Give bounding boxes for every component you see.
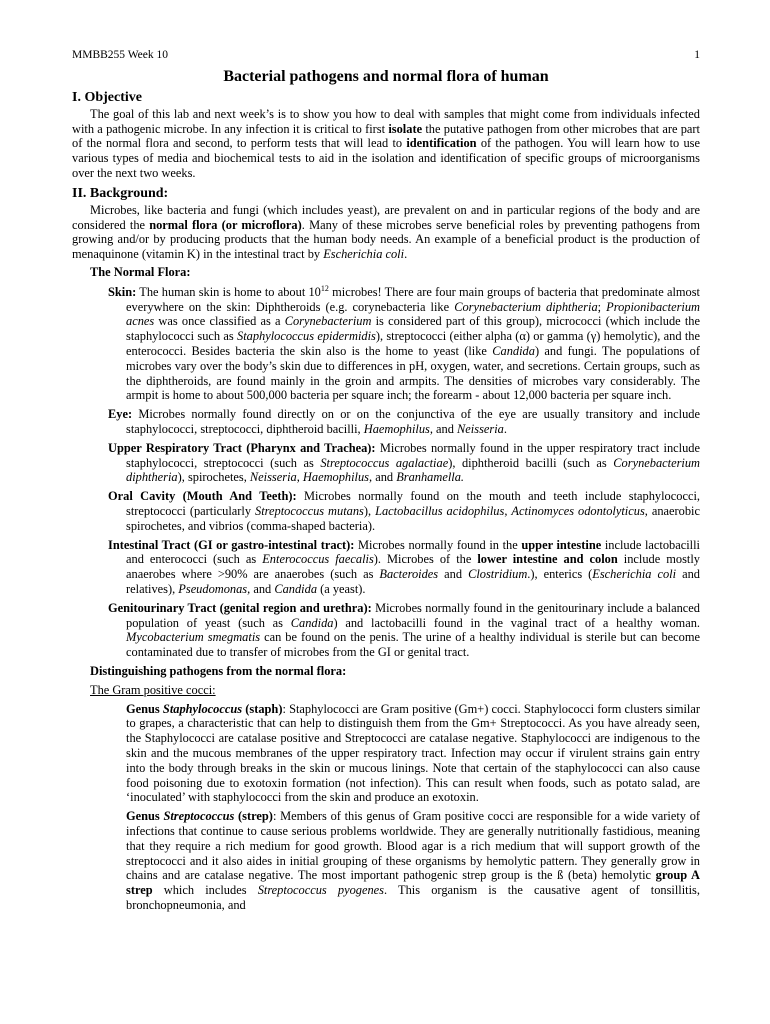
staphylococcus-paragraph: Genus Staphylococcus (staph): Staphylococci are Gram positive (Gm+) cocci. Staphylococci form clusters similar to grapes, a characteristic that can help to distinguish them from the Gm+ Streptococci. As you have already seen, the Staphylococci are catalase positive and Streptococci are catalase negative. Staphylococci are indigenous to the skin and the mucous membranes of the upper respiratory tract. Infection may occur if virulent strains gain entry into the body through breaks in the skin or mucous linings. Note that certain of the staphylococci can also cause food poisoning due to exotoxin formation (not infection). This can result when foods, such as potato salad, are ‘inoculated’ with staphylococci from the skin and produce an exotoxin.	[126, 701, 700, 805]
upper-respiratory-entry: Upper Respiratory Tract (Pharynx and Trachea): Microbes normally found in the upper respiratory tract include staphylococci, streptococci (such as Streptococcus agalactiae), diphtheroid bacilli (such as Corynebacterium diphtheria), spirochetes, Neisseria, Haemophilus, and Branhamella.	[108, 440, 700, 485]
objective-heading: I. Objective	[72, 89, 142, 105]
gram-positive-cocci-subheading: The Gram positive cocci:	[90, 682, 216, 697]
genitourinary-entry: Genitourinary Tract (genital region and urethra): Microbes normally found in the genitourinary include a balanced population of yeast (such as Candida) and lactobacilli found in the vaginal tract of a healthy woman. Mycobacterium smegmatis can be found on the penis. The urine of a healthy individual is sterile but can become contaminated due to transfer of microbes from the GI or genital tract.	[108, 600, 700, 660]
document-page	[72, 48, 700, 913]
objective-paragraph: The goal of this lab and next week’s is to show you how to deal with samples that might come from individuals infected with a pathogenic microbe. In any infection it is critical to first isolate the putative pathogen from other microbes that are part of the normal flora and second, to perform tests that will lead to identification of the pathogen. You will learn how to use various types of media and biochemical tests to aid in the isolation and identification of specific groups of microorganisms over the next two weeks.	[72, 106, 700, 180]
running-header	[72, 48, 700, 63]
normal-flora-heading: The Normal Flora:	[90, 264, 191, 279]
distinguishing-heading: Distinguishing pathogens from the normal flora:	[90, 664, 347, 679]
skin-entry: Skin: The human skin is home to about $10^{12}$ microbes! There are four main groups of bacteria that predominate almost everywhere on the skin: Diphtheroids (e.g. corynebacteria like Corynebacterium diphtheria; Propionibacterium acnes was once classified as a Corynebacterium is considered part of this group), micrococci (which include the staphylococci such as Staphylococcus epidermidis), streptococci (either alpha (α) or gamma (γ) hemolytic), and the enterococci. Besides bacteria the skin also is the home to yeast (like Candida) and fungi. The populations of microbes vary over the body’s skin due to differences in pH, oxygen, water, and secretions. Certain groups, such as the diphtheroids, are found mainly in the groin and armpits. The densities of microbes vary considerably. The armpit is home to about 500,000 bacteria per square inch; the forearm - about 12,000 bacteria per square inch.	[108, 283, 700, 403]
background-heading: II. Background:	[72, 185, 169, 201]
background-paragraph: Microbes, like bacteria and fungi (which includes yeast), are prevalent on and in particular regions of the body and are considered the normal flora (or microflora). Many of these microbes serve beneficial roles by preventing pathogens from growing and/or by producing products that the human body needs. An example of a beneficial product is the production of menaquinone (vitamin K) in the intestinal tract by Escherichia coli.	[72, 202, 700, 262]
course-label: MMBB255 Week 10	[72, 49, 168, 61]
intestinal-tract-entry: Intestinal Tract (GI or gastro-intestinal tract): Microbes normally found in the upper intestine include lactobacilli and enterococci (such as Enterococcus faecalis). Microbes of the lower intestine and colon include mostly anaerobes where >90% are anaerobes (such as Bacteroides and Clostridium.), enterics (Escherichia coli and relatives), Pseudomonas, and Candida (a yeast).	[108, 537, 700, 597]
eye-entry: Eye: Microbes normally found directly on or on the conjunctiva of the eye are usually transitory and include staphylococci, streptococci, diphtheroid bacilli, Haemophilus, and Neisseria.	[108, 407, 700, 437]
document-title: Bacterial pathogens and normal flora of human	[223, 67, 549, 85]
oral-cavity-entry: Oral Cavity (Mouth And Teeth): Microbes normally found on the mouth and teeth include staphylococci, streptococci (particularly Streptococcus mutans), Lactobacillus acidophilus, Actinomyces odontolyticus, anaerobic spirochetes, and vibrios (comma-shaped bacteria).	[108, 489, 701, 533]
streptococcus-paragraph: Genus Streptococcus (strep): Members of this genus of Gram positive cocci are responsible for a wide variety of infections that continue to cause serious problems worldwide. They are generally nutritionally fastidious, meaning that they require a rich medium for good growth. Blood agar is a rich medium that will support growth of the streptococci and it also aides in initial grouping of these organisms by hemolytic pattern. They generally grow in chains and are catalase negative. The most important pathogenic strep group is the ß (beta) hemolytic group A strep which includes Streptococcus pyogenes. This organism is the causative agent of tonsillitis, bronchopneumonia, and	[126, 809, 701, 912]
page-number: 1	[694, 49, 700, 61]
